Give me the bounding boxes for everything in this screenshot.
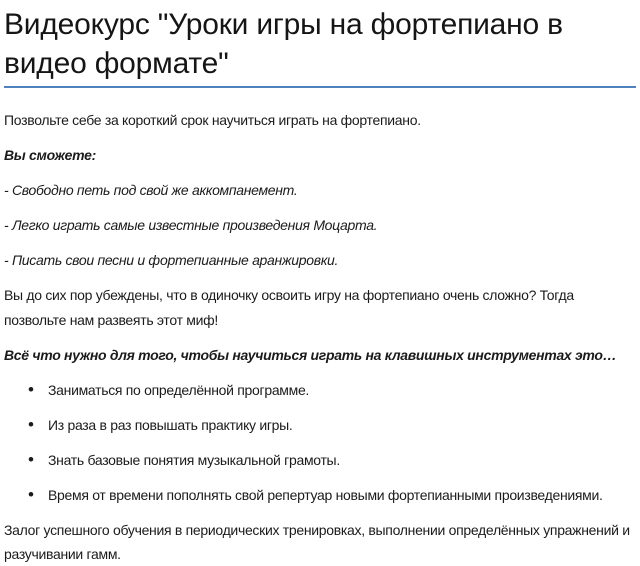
conclusion-paragraph: Залог успешного обучения в периодических тренировках, выполнении определённых упражнений и разучивании гамм. (4, 522, 630, 562)
benefit-item-3: - Писать свои песни и фортепианные аранжировки. (4, 252, 339, 268)
list-item: • Из раза в раз повышать практику игры. (4, 413, 636, 438)
benefit-item-2: - Легко играть самые известные произведения Моцарта. (4, 217, 378, 233)
requirements-list (4, 378, 636, 508)
page-title: Видеокурс "Уроки игры на фортепиано в видео формате" (4, 0, 636, 88)
myth-paragraph: Вы до сих пор убеждены, что в одиночку освоить игру на фортепиано очень сложно? Тогда позвольте нам развеять этот миф! (4, 287, 574, 328)
list-item: • Время от времени пополнять свой репертуар новыми фортепианными произведениями. (4, 483, 636, 508)
benefit-item-1: - Свободно петь под свой же аккомпанемент. (4, 182, 298, 198)
list-item: • Знать базовые понятия музыкальной грамоты. (4, 448, 636, 473)
list-item: • Заниматься по определённой программе. (4, 378, 636, 403)
you-can-heading: Вы сможете: (4, 147, 96, 163)
intro-paragraph: Позвольте себе за короткий срок научиться играть на фортепиано. (4, 112, 421, 128)
requirements-heading: Всё что нужно для того, чтобы научиться играть на клавишных инструментах это… (4, 347, 617, 363)
